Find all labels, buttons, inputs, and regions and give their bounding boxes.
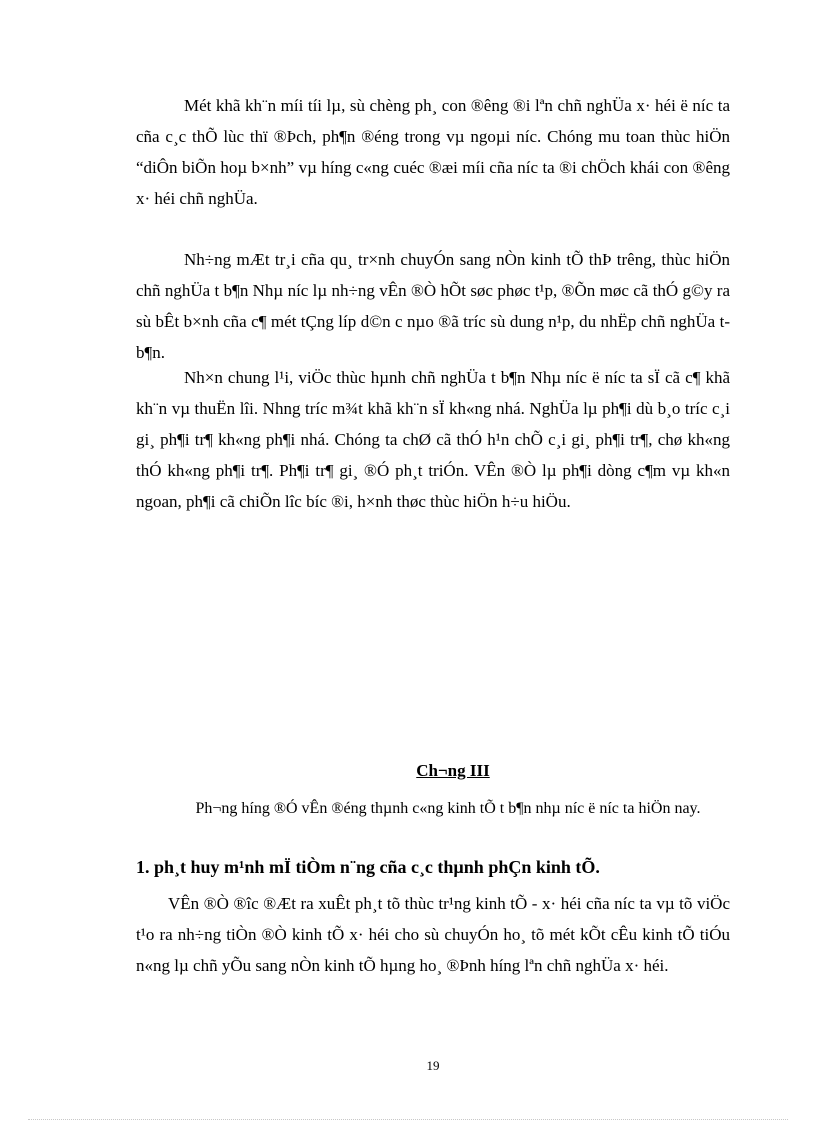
chapter-subtitle: Ph¬ng híng ®Ó vÊn ®éng thµnh c«ng kinh tÕ t b¶n nhµ níc ë níc ta hiÖn nay.: [195, 800, 701, 817]
page-number: 19: [426, 1058, 440, 1073]
body-paragraph-1: Mét khã kh¨n míi tíi lµ, sù chèng ph¸ con ®êng ®i lªn chñ nghÜa x· héi ë níc ta cña c¸c thÕ lùc thï ®Þch, ph¶n ®éng trong vµ ngoµi níc. Chóng mu toan thùc hiÖn “diÔn biÕn hoµ b×nh” vµ híng c«ng cuéc ®æi míi cña níc ta ®i chÖch khái con ®êng x· héi chñ nghÜa.: [136, 96, 730, 208]
body-paragraph-2: Nh÷ng mÆt tr¸i cña qu¸ tr×nh chuyÓn sang nÒn kinh tÕ thÞ trêng, thùc hiÖn chñ nghÜa t b¶n Nhµ níc lµ nh÷ng vÊn ®Ò hÕt søc phøc t¹p, ®Õn møc cã thÓ g©y ra sù bÊt b×nh cña c¶ mét tÇng líp d©n c nµo ®ã tríc sù dung n¹p, du nhËp chñ nghÜa t b¶n.: [136, 250, 730, 362]
body-paragraph-3: Nh×n chung l¹i, viÖc thùc hµnh chñ nghÜa t b¶n Nhµ níc ë níc ta sÏ cã c¶ khã kh¨n vµ thuËn lîi. Nhng tríc m¾t khã kh¨n sÏ kh«ng nhá. NghÜa lµ ph¶i dù b¸o tríc c¸i gi¸ ph¶i tr¶ kh«ng ph¶i nhá. Chóng ta chØ cã thÓ h¹n chÕ c¸i gi¸ ph¶i tr¶, chø kh«ng thÓ kh«ng ph¶i tr¶. Ph¶i tr¶ gi¸ ®Ó ph¸t triÓn. VÊn ®Ò lµ ph¶i dòng c¶m vµ kh«n ngoan, ph¶i cã chiÕn lîc bíc ®i, h×nh thøc thùc hiÖn h÷u hiÖu.: [136, 368, 730, 511]
section-paragraph: VÊn ®Ò ®îc ®Æt ra xuÊt ph¸t tõ thùc tr¹ng kinh tÕ - x· héi cña níc ta vµ tõ viÖc t¹o ra nh÷ng tiÒn ®Ò kinh tÕ x· héi cho sù chuyÓn ho¸ tõ mét kÕt cÊu kinh tÕ tiÓu n«ng lµ chñ yÕu sang nÒn kinh tÕ hµng ho¸ ®Þnh híng lªn chñ nghÜa x· héi.: [136, 894, 730, 975]
footer-divider: [28, 1119, 788, 1120]
section-heading: 1. ph¸t huy m¹nh mÏ tiÒm n¨ng cña c¸c thµnh phÇn kinh tÕ.: [136, 857, 600, 877]
chapter-title: Ch¬ng III: [416, 761, 490, 780]
